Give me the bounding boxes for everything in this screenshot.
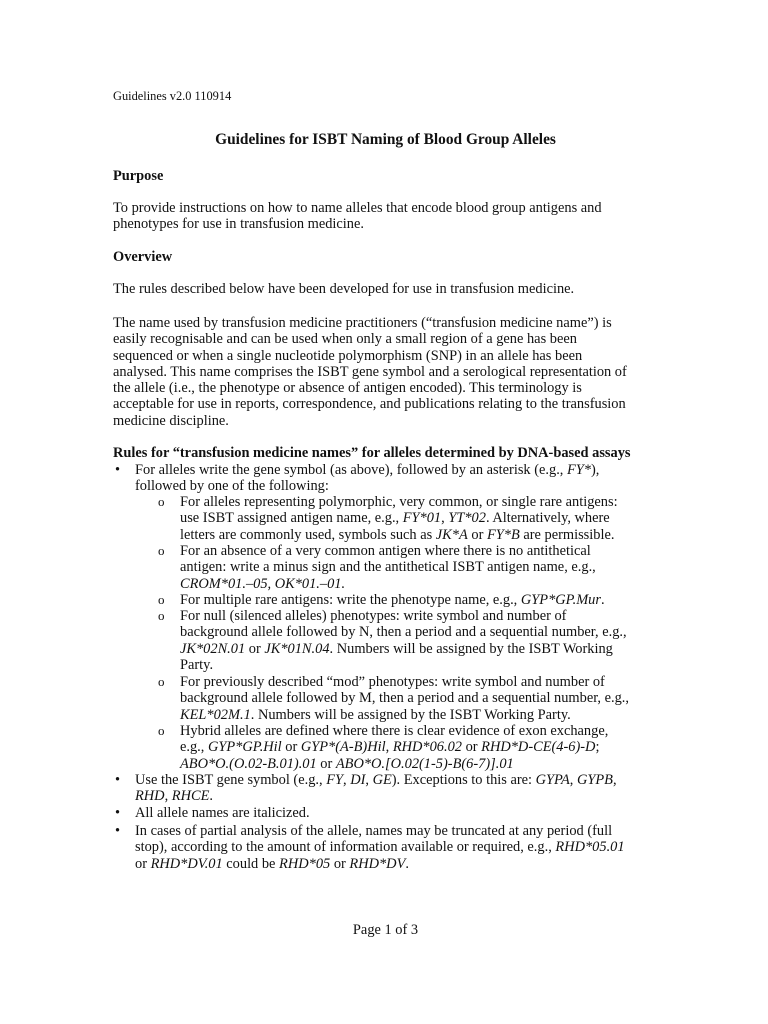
- allele-name: ABO*O.(O.02-B.01).01: [180, 755, 317, 772]
- overview-paragraph-1: [113, 281, 658, 297]
- text-line: For an absence of a very common antigen where there is no antithetical: [180, 543, 591, 559]
- bullet-marker: •: [115, 823, 121, 839]
- text-line: Hybrid alleles are defined where there is clear evidence of exon exchange,: [180, 723, 609, 739]
- text-run: ,: [441, 510, 449, 527]
- text-line: In cases of partial analysis of the allele, names may be truncated at any period (full: [135, 823, 613, 839]
- sub-rule-text: [180, 723, 608, 772]
- allele-name: RHD: [135, 788, 165, 805]
- bullet-text: [135, 805, 310, 821]
- text-run: e.g.,: [180, 739, 208, 756]
- page-number: Page 1 of 3: [352, 922, 419, 938]
- text-run: ,: [385, 739, 393, 756]
- allele-name: GYPB: [576, 772, 613, 788]
- text-run: Use the ISBT gene symbol (e.g.,: [135, 772, 327, 788]
- bullet-text: [135, 462, 599, 495]
- text-run: . Alternatively, where: [485, 510, 610, 527]
- allele-name: CROM*01.–05, OK*01.–01.: [180, 575, 346, 592]
- text-line: For null (silenced alleles) phenotypes: write symbol and number of: [180, 608, 567, 624]
- sub-bullet-marker: o: [158, 494, 165, 509]
- text-run: For alleles write the gene symbol (as above), followed by an asterisk (e.g.,: [135, 462, 567, 478]
- allele-name: RHD*DV.01: [150, 855, 223, 872]
- text-run: or: [135, 855, 151, 872]
- text-run: ,: [612, 772, 617, 788]
- text-run: . Numbers will be assigned by the ISBT Working Party.: [250, 706, 571, 723]
- text-run: ,: [365, 772, 373, 788]
- text-line: [135, 839, 625, 855]
- allele-name: KEL*02M.1: [180, 706, 251, 723]
- rules-heading: Rules for “transfusion medicine names” for alleles determined by DNA-based assays: [113, 445, 631, 461]
- text-line: [180, 707, 629, 723]
- allele-name: FY*01: [402, 510, 442, 527]
- text-run: could be: [222, 855, 280, 872]
- text-run: . Numbers will be assigned by the ISBT Working: [329, 640, 613, 657]
- bullet-text: [135, 772, 617, 805]
- text-run: ),: [591, 462, 600, 478]
- sub-bullet-marker: o: [158, 723, 165, 738]
- sub-bullet-marker: o: [158, 543, 165, 558]
- sub-rule-text: [180, 674, 629, 723]
- text-line: [180, 527, 618, 543]
- allele-name: GE: [372, 772, 392, 788]
- text-line: [180, 756, 608, 772]
- text-run: .: [600, 592, 605, 608]
- text-line: The name used by transfusion medicine practitioners (“transfusion medicine name”) is: [113, 315, 612, 331]
- allele-name: GYP*GP.Mur: [520, 592, 601, 608]
- overview-heading: Overview: [113, 249, 173, 265]
- text-line: The rules described below have been developed for use in transfusion medicine.: [113, 281, 575, 297]
- allele-name: RHD*D-CE(4-6)-D: [481, 739, 596, 756]
- text-line: [180, 641, 627, 657]
- text-run: letters are commonly used, symbols such as: [180, 526, 436, 543]
- allele-name: GYPA: [535, 772, 570, 788]
- allele-name: FY*B: [486, 526, 520, 543]
- text-run: use ISBT assigned antigen name, e.g.,: [180, 510, 403, 527]
- text-run: or: [316, 755, 336, 772]
- text-run: .: [209, 788, 213, 805]
- bullet-marker: •: [115, 772, 121, 788]
- text-line: [180, 739, 608, 755]
- version-header: Guidelines v2.0 110914: [113, 89, 232, 103]
- text-run: or: [281, 739, 301, 756]
- sub-rule-text: [180, 543, 596, 592]
- text-line: [135, 856, 625, 872]
- text-line: analysed. This name comprises the ISBT gene symbol and a serological representation of: [113, 363, 627, 380]
- text-line: [135, 462, 599, 478]
- text-line: Party.: [180, 656, 214, 673]
- allele-name: JK*A: [435, 526, 468, 543]
- bullet-marker: •: [115, 462, 121, 478]
- text-line: easily recognisable and can be used when only a small region of a gene has been: [113, 331, 577, 348]
- overview-paragraph-2: [113, 315, 658, 429]
- document-title: Guidelines for ISBT Naming of Blood Group Alleles: [215, 131, 556, 148]
- sub-rule-text: [180, 592, 605, 608]
- allele-name: RHD*05.01: [555, 839, 625, 856]
- text-line: [135, 788, 617, 804]
- text-run: or: [467, 526, 487, 543]
- allele-name: DI: [350, 772, 366, 788]
- text-line: All allele names are italicized.: [135, 805, 310, 821]
- allele-name: JK*01N.04: [264, 640, 330, 657]
- allele-name: JK*02N.01: [180, 640, 246, 657]
- text-line: For previously described “mod” phenotypes: write symbol and number of: [180, 674, 605, 690]
- allele-name: FY*: [567, 462, 591, 478]
- bullet-text: [135, 823, 625, 872]
- allele-name: ABO*O.[O.02(1-5)-B(6-7)].01: [335, 755, 514, 772]
- text-line: For alleles representing polymorphic, very common, or single rare antigens:: [180, 494, 618, 510]
- text-line: phenotypes for use in transfusion medicine.: [113, 216, 364, 233]
- text-line: medicine discipline.: [113, 412, 229, 429]
- allele-name: RHCE: [171, 788, 210, 805]
- text-run: stop), according to the amount of information available or required, e.g.,: [135, 839, 556, 856]
- allele-name: YT*02: [448, 510, 486, 527]
- text-line: [135, 772, 617, 788]
- sub-rule-text: [180, 494, 618, 543]
- sub-rule-text: [180, 608, 627, 673]
- bullet-marker: •: [115, 805, 121, 821]
- text-line: background allele followed by M, then a period and a sequential number, e.g.,: [180, 690, 629, 707]
- sub-bullet-marker: o: [158, 608, 165, 623]
- text-line: sequenced or when a single nucleotide polymorphism (SNP) in an allele has been: [113, 347, 583, 364]
- text-line: To provide instructions on how to name alleles that encode blood group antigens and: [113, 200, 602, 216]
- allele-name: RHD*DV: [349, 855, 406, 872]
- allele-name: GYP*(A-B)Hil: [300, 739, 386, 756]
- text-run: or: [245, 640, 265, 657]
- purpose-paragraph: [113, 200, 658, 233]
- text-run: are permissible.: [519, 526, 615, 543]
- allele-name: GYP*GP.Hil: [207, 739, 282, 756]
- purpose-heading: Purpose: [113, 168, 164, 184]
- allele-name: RHD*05: [279, 855, 331, 872]
- allele-name: FY: [326, 772, 343, 788]
- text-line: antigen: write a minus sign and the antithetical ISBT antigen name, e.g.,: [180, 559, 596, 576]
- text-run: ,: [569, 772, 577, 788]
- sub-bullet-marker: o: [158, 674, 165, 689]
- text-run: or: [330, 855, 350, 872]
- text-run: ,: [164, 788, 172, 805]
- text-run: .: [405, 855, 409, 872]
- text-line: [180, 592, 605, 608]
- text-line: acceptable for use in reports, correspondence, and publications relating to the transfusion: [113, 396, 626, 413]
- text-run: ;: [595, 739, 600, 756]
- text-run: ,: [342, 772, 351, 788]
- text-line: the allele (i.e., the phenotype or absence of antigen encoded). This terminology is: [113, 380, 582, 397]
- text-line: followed by one of the following:: [135, 478, 329, 495]
- allele-name: RHD*06.02: [392, 739, 462, 756]
- text-run: or: [461, 739, 482, 756]
- text-line: background allele followed by N, then a period and a sequential number, e.g.,: [180, 624, 627, 641]
- sub-bullet-marker: o: [158, 592, 165, 607]
- text-run: For multiple rare antigens: write the phenotype name, e.g.,: [180, 592, 521, 608]
- text-line: [180, 510, 618, 526]
- text-run: ). Exceptions to this are:: [391, 772, 536, 788]
